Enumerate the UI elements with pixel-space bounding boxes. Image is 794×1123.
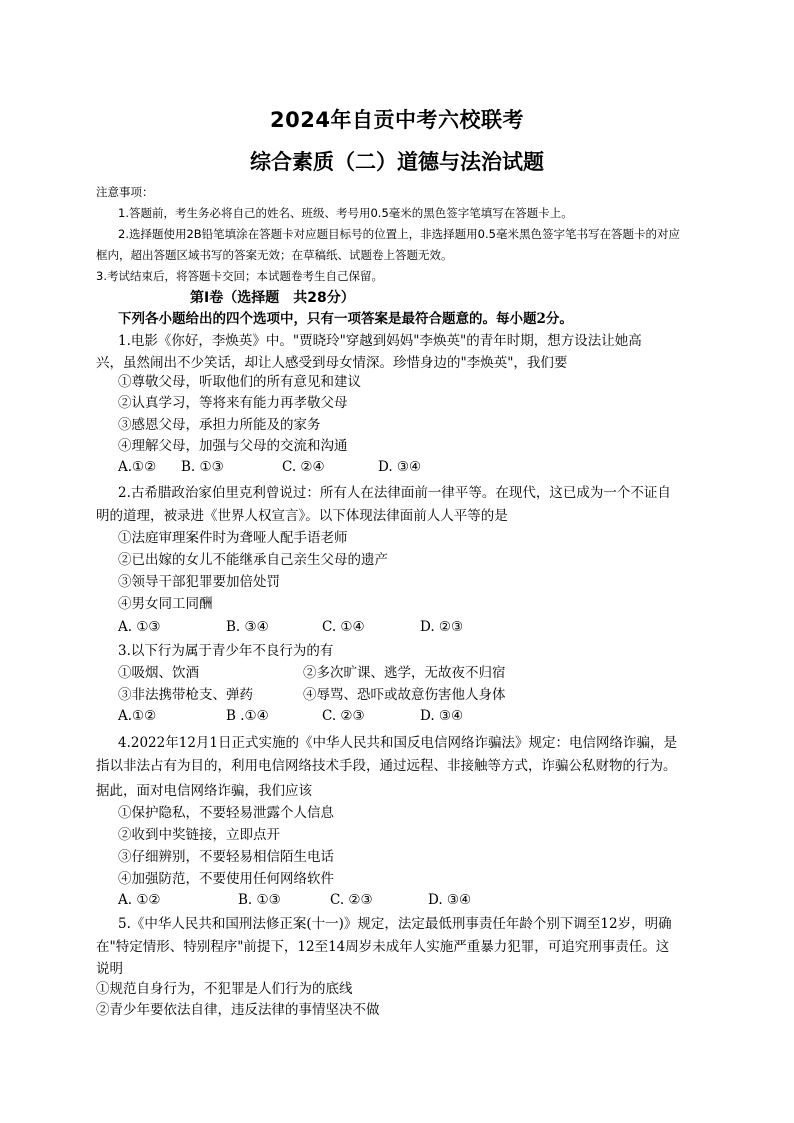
notice-item-2a: 2.选择题使用2B铅笔填涂在答题卡对应题目标号的位置上，非选择题用0.5毫米黑色签字笔书写在答题卡的对应 bbox=[118, 227, 680, 241]
q4-option-3: ③仔细辨别，不要轻易相信陌生电话 bbox=[118, 849, 334, 865]
q3-choice-c: C. ②③ bbox=[322, 708, 365, 724]
q3-option-3: ③非法携带枪支、弹药 bbox=[118, 687, 253, 703]
q2-choice-d: D. ②③ bbox=[420, 619, 464, 635]
q3-choice-d: D. ③④ bbox=[420, 708, 464, 724]
q2-choice-c: C. ①④ bbox=[322, 619, 365, 635]
q5-option-2: ②青少年要依法自律，违反法律的事情坚决不做 bbox=[96, 1002, 380, 1018]
q4-stem-line-1: 4.2022年12月1日正式实施的《中华人民共和国反电信网络诈骗法》规定：电信网络诈骗，是 bbox=[118, 735, 678, 751]
q1-option-2: ②认真学习，等将来有能力再孝敬父母 bbox=[118, 395, 348, 411]
q2-option-4: ④男女同工同酬 bbox=[118, 596, 213, 612]
q2-stem-line-1: 2.古希腊政治家伯里克利曾说过：所有人在法律面前一律平等。在现代，这已成为一个不证自 bbox=[118, 485, 671, 501]
exam-title: 2024年自贡中考六校联考 bbox=[270, 108, 524, 132]
notice-item-2b: 框内，超出答题区域书写的答案无效；在草稿纸、试题卷上答题无效。 bbox=[96, 248, 453, 262]
q2-option-1: ①法庭审理案件时为聋哑人配手语老师 bbox=[118, 530, 348, 546]
q1-stem-line-1: 1.电影《你好，李焕英》中。"贾晓玲"穿越到妈妈"李焕英"的青年时期，想方设法让她高 bbox=[118, 333, 642, 349]
q4-choice-b: B. ①③ bbox=[238, 892, 281, 908]
q2-stem-line-2: 明的道理，被录进《世界人权宣言》。以下体现法律面前人人平等的是 bbox=[96, 508, 508, 524]
q4-option-2: ②收到中奖链接，立即点开 bbox=[118, 827, 280, 843]
notice-item-1: 1.答题前，考生务必将自己的姓名、班级、考号用0.5毫米的黑色签字笔填写在答题卡上。 bbox=[118, 206, 573, 220]
q2-choice-b: B. ③④ bbox=[226, 619, 269, 635]
q4-option-1: ①保护隐私，不要轻易泄露个人信息 bbox=[118, 805, 334, 821]
exam-subtitle: 综合素质（二）道德与法治试题 bbox=[250, 150, 544, 174]
q1-choice-b: B. ①③ bbox=[181, 459, 224, 475]
q2-option-2: ②已出嫁的女儿不能继承自己亲生父母的遗产 bbox=[118, 552, 388, 568]
q1-choice-d: D. ③④ bbox=[378, 459, 422, 475]
notice-heading: 注意事项： bbox=[96, 185, 154, 199]
q4-stem-line-3: 据此，面对电信网络诈骗，我们应该 bbox=[96, 783, 312, 799]
q1-option-4: ④理解父母，加强与父母的交流和沟通 bbox=[118, 438, 348, 454]
q2-choice-a: A. ①③ bbox=[118, 619, 161, 635]
q5-stem-line-3: 说明 bbox=[96, 961, 123, 977]
q1-option-1: ①尊敬父母，听取他们的所有意见和建议 bbox=[118, 374, 361, 390]
section-instruction: 下列各小题给出的四个选项中，只有一项答案是最符合题意的。每小题2分。 bbox=[118, 311, 573, 327]
section-title: 第Ⅰ卷（选择题 共28分） bbox=[190, 290, 355, 306]
q2-option-3: ③领导干部犯罪要加倍处罚 bbox=[118, 574, 280, 590]
q3-choice-b: B .①④ bbox=[226, 708, 269, 724]
q5-stem-line-1: 5.《中华人民共和国刑法修正案(十一)》规定，法定最低刑事责任年龄个别下调至12岁，明确 bbox=[118, 916, 672, 932]
q1-choice-c: C. ②④ bbox=[282, 459, 325, 475]
q5-option-1: ①规范自身行为，不犯罪是人们行为的底线 bbox=[96, 981, 353, 997]
q1-stem-line-2: 兴，虽然闹出不少笑话，却让人感受到母女情深。珍惜身边的"李焕英"，我们要 bbox=[96, 355, 568, 371]
q4-choice-d: D. ③④ bbox=[428, 892, 472, 908]
q1-choice-a: A.①② bbox=[118, 459, 157, 475]
q4-stem-line-2: 指以非法占有为目的，利用电信网络技术手段，通过远程、非接触等方式，诈骗公私财物的行为。 bbox=[96, 758, 677, 774]
notice-item-3: 3.考试结束后，将答题卡交回；本试题卷考生自己保留。 bbox=[96, 269, 383, 283]
q5-stem-line-2: 在"特定情形、特别程序"前提下，12至14周岁未成年人实施严重暴力犯罪，可追究刑事责任。这 bbox=[96, 939, 670, 955]
q3-option-1: ①吸烟、饮酒 bbox=[118, 665, 199, 681]
q4-option-4: ④加强防范，不要使用任何网络软件 bbox=[118, 871, 334, 887]
q3-stem: 3.以下行为属于青少年不良行为的有 bbox=[118, 643, 334, 659]
q3-option-2: ②多次旷课、逃学，无故夜不归宿 bbox=[303, 665, 506, 681]
q3-choice-a: A.①② bbox=[118, 708, 157, 724]
q3-option-4: ④辱骂、恐吓或故意伤害他人身体 bbox=[303, 687, 506, 703]
q4-choice-a: A. ①② bbox=[118, 892, 161, 908]
q1-option-3: ③感恩父母，承担力所能及的家务 bbox=[118, 417, 321, 433]
q4-choice-c: C. ②③ bbox=[330, 892, 373, 908]
